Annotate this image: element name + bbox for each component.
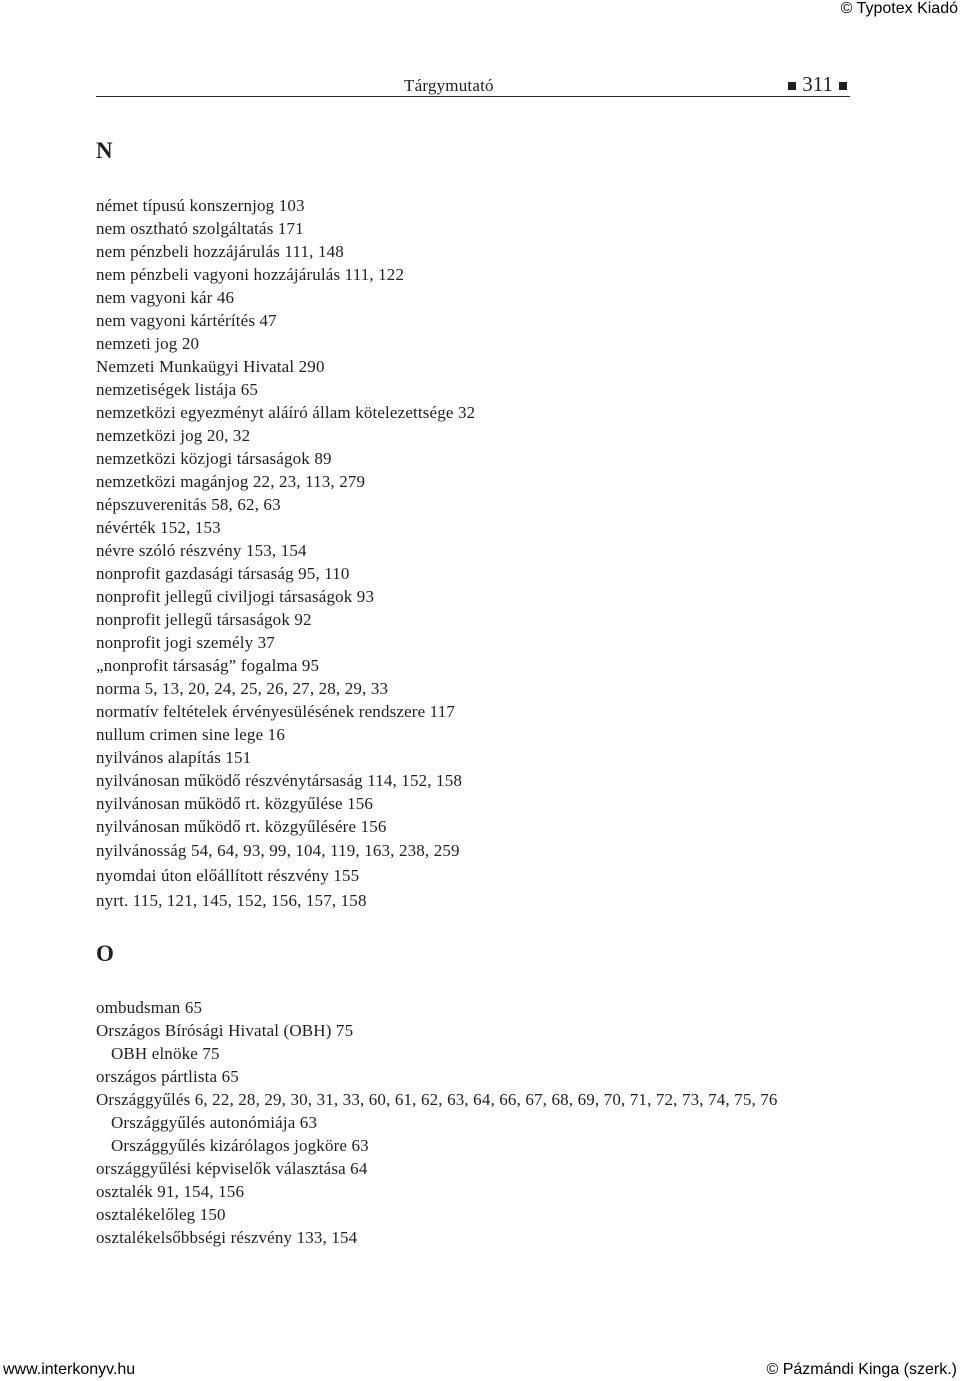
index-entry: országgyűlési képviselők választása 64 (96, 1159, 368, 1178)
index-entry: Országos Bírósági Hivatal (OBH) 75 (96, 1021, 354, 1040)
running-title: Tárgymutató (404, 76, 494, 95)
index-entry: nem vagyoni kár 46 (96, 288, 235, 307)
square-bullet-icon (839, 82, 847, 90)
section-letter-n: N (96, 138, 113, 163)
index-list-n (96, 194, 475, 913)
index-entry: ombudsman 65 (96, 998, 203, 1017)
index-entry: országos pártlista 65 (96, 1067, 239, 1086)
index-entry: nemzetközi magánjog 22, 23, 113, 279 (96, 472, 366, 491)
editor-copyright: © Pázmándi Kinga (szerk.) (766, 1361, 957, 1378)
index-entry: nemzetiségek listája 65 (96, 380, 259, 399)
index-entry: nonprofit jellegű civiljogi társaságok 93 (96, 587, 375, 606)
index-entry: Országgyűlés 6, 22, 28, 29, 30, 31, 33, 60, 61, 62, 63, 64, 66, 67, 68, 69, 70, 71, 72, 73, 74, 75, 76 (96, 1090, 778, 1109)
index-entry: osztalékelsőbbségi részvény 133, 154 (96, 1228, 358, 1247)
index-entry: nem pénzbeli vagyoni hozzájárulás 111, 122 (96, 265, 405, 284)
page-number-group (788, 72, 847, 97)
index-entry: osztalékelőleg 150 (96, 1205, 226, 1224)
index-entry: népszuverenitás 58, 62, 63 (96, 495, 281, 514)
index-entry: Nemzeti Munkaügyi Hivatal 290 (96, 357, 325, 376)
index-entry: nonprofit jogi személy 37 (96, 633, 275, 652)
index-entry: nonprofit gazdasági társaság 95, 110 (96, 564, 350, 583)
index-subentry: Országgyűlés kizárólagos jogköre 63 (111, 1136, 369, 1155)
website-link[interactable]: www.interkonyv.hu (3, 1361, 136, 1378)
index-entry: nem osztható szolgáltatás 171 (96, 219, 304, 238)
index-entry: nemzeti jog 20 (96, 334, 200, 353)
index-entry: nyrt. 115, 121, 145, 152, 156, 157, 158 (96, 891, 367, 910)
index-entry: nyilvános alapítás 151 (96, 748, 252, 767)
index-entry: nonprofit jellegű társaságok 92 (96, 610, 312, 629)
index-entry: nem pénzbeli hozzájárulás 111, 148 (96, 242, 344, 261)
index-entry: nemzetközi jog 20, 32 (96, 426, 251, 445)
index-entry: nyomdai úton előállított részvény 155 (96, 866, 360, 885)
index-entry: norma 5, 13, 20, 24, 25, 26, 27, 28, 29, 33 (96, 679, 389, 698)
index-subentry: OBH elnöke 75 (111, 1044, 220, 1063)
index-entry: nyilvánosság 54, 64, 93, 99, 104, 119, 163, 238, 259 (96, 841, 460, 860)
section-letter-o: O (96, 941, 114, 966)
index-entry: nem vagyoni kártérítés 47 (96, 311, 277, 330)
index-subentry: Országgyűlés autonómiája 63 (111, 1113, 318, 1132)
index-entry: osztalék 91, 154, 156 (96, 1182, 245, 1201)
square-bullet-icon (788, 82, 796, 90)
index-list-o (96, 996, 778, 1249)
index-entry: nyilvánosan működő rt. közgyűlése 156 (96, 794, 374, 813)
index-entry: nyilvánosan működő rt. közgyűlésére 156 (96, 817, 387, 836)
index-entry: nemzetközi közjogi társaságok 89 (96, 449, 332, 468)
index-entry: névérték 152, 153 (96, 518, 221, 537)
page-number: 311 (802, 72, 833, 96)
index-entry: „nonprofit társaság” fogalma 95 (96, 656, 320, 675)
index-entry: nullum crimen sine lege 16 (96, 725, 285, 744)
index-entry: nemzetközi egyezményt aláíró állam kötelezettsége 32 (96, 403, 476, 422)
index-entry: nyilvánosan működő részvénytársaság 114, 152, 158 (96, 771, 463, 790)
index-entry: névre szóló részvény 153, 154 (96, 541, 307, 560)
publisher-copyright: © Typotex Kiadó (840, 0, 958, 17)
running-header (96, 72, 850, 97)
index-entry: német típusú konszernjog 103 (96, 196, 305, 215)
index-entry: normatív feltételek érvényesülésének rendszere 117 (96, 702, 455, 721)
